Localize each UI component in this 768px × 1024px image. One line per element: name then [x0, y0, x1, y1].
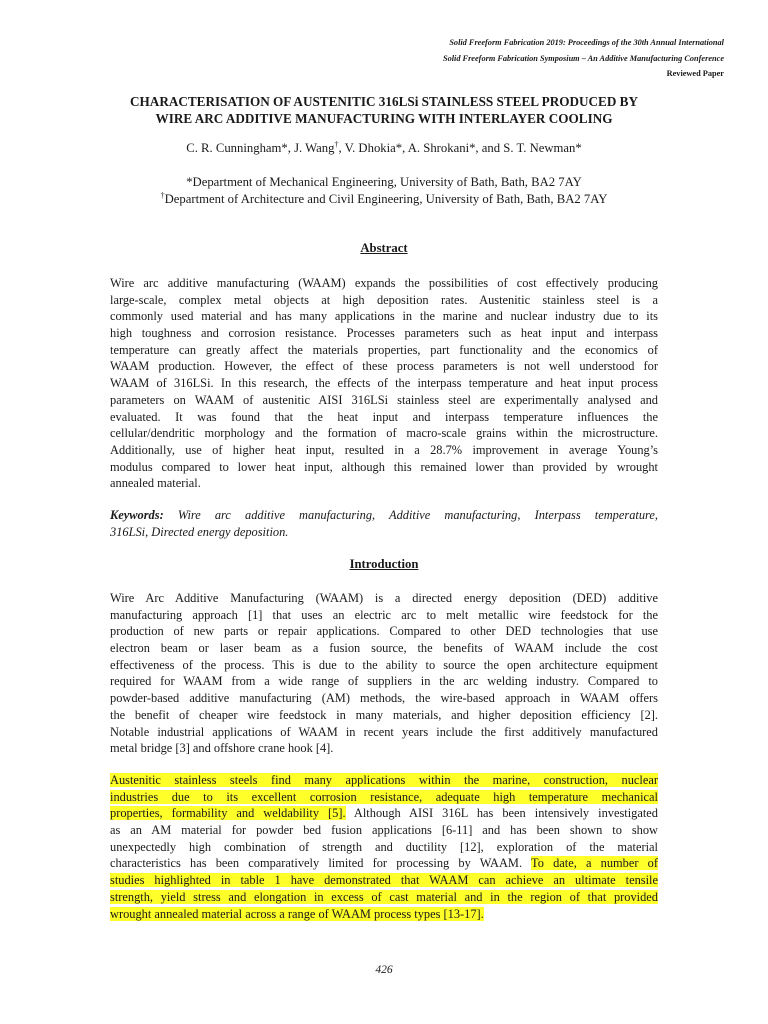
affiliation-1-mark: * [186, 175, 193, 189]
intro-line [110, 789, 658, 806]
author-1-mark: * [281, 141, 288, 155]
affiliation-2-text: Department of Architecture and Civil Engineering, University of Bath, Bath, BA2 7AY [164, 192, 608, 206]
intro-line: as an AM material for powder bed fusion applications [6-11] and has been shown to show [110, 823, 658, 838]
highlighted-text: industries due to its excellent corrosion resistance, adequate high temperature mechanical [110, 789, 658, 804]
keywords-line-2: 316LSi, Directed energy deposition. [110, 524, 289, 539]
highlighted-text: properties, formability and weldability [5]. [110, 806, 346, 821]
title-line-1: CHARACTERISATION OF AUSTENITIC 316LSi STAINLESS STEEL PRODUCED BY [130, 94, 638, 109]
page-number: 426 [375, 964, 393, 976]
intro-line: manufacturing approach [1] that uses an electric arc to melt metallic wire feedstock for the [110, 607, 658, 622]
abstract-body [110, 275, 658, 492]
abstract-line: WAAM production. However, the effect of these process parameters is not well understood for [110, 359, 658, 374]
author-2-mark: † [334, 140, 339, 149]
author-list [110, 141, 658, 156]
author-1: C. R. Cunningham [186, 141, 282, 155]
intro-line [110, 772, 658, 789]
abstract-line: evaluated. It was found that the heat input and interpass temperature influences the [110, 409, 658, 424]
abstract-line: Wire arc additive manufacturing (WAAM) expands the possibilities of cost effectively producing [110, 276, 658, 290]
abstract-line: annealed material. [110, 476, 201, 491]
plain-text: Although AISI 316L has been intensively investigated [345, 806, 658, 821]
introduction-paragraph-1 [110, 590, 658, 757]
intro-line [110, 906, 658, 923]
affiliation-1-text: Department of Mechanical Engineering, University of Bath, Bath, BA2 7AY [192, 175, 582, 189]
abstract-heading: Abstract [360, 241, 408, 255]
highlighted-text: strength, yield stress and elongation in excess of cast material and in the region of that provided [110, 889, 658, 904]
intro-line: production of new parts or repair applications. Compared to other DED technologies that use [110, 624, 658, 639]
author-3-5: , V. Dhokia*, A. Shrokani*, and S. T. Newman* [338, 141, 582, 155]
intro-line: electron beam or laser beam as a fusion source, the benefits of WAAM include the cost [110, 641, 658, 656]
title-line-2: WIRE ARC ADDITIVE MANUFACTURING WITH INTERLAYER COOLING [155, 111, 613, 126]
keywords [110, 507, 658, 540]
intro-line: unexpectedly high combination of strength and ductility [12], exploration of the material [110, 839, 658, 854]
highlighted-text: To date, a number of [531, 856, 658, 871]
author-2: , J. Wang [287, 141, 335, 155]
intro-line [110, 805, 658, 822]
affiliation-2-mark: † [160, 191, 165, 200]
running-head [304, 35, 724, 82]
highlighted-text: wrought annealed material across a range of WAAM process types [13-17]. [110, 906, 484, 921]
intro-line: effectiveness of the process. This is due to the ability to source the open architecture equipment [110, 657, 658, 672]
abstract-line: large-scale, complex metal objects at high deposition rates. Austenitic stainless steel is a [110, 292, 658, 307]
keywords-line-1 [110, 507, 658, 524]
intro-line: Wire Arc Additive Manufacturing (WAAM) is a directed energy deposition (DED) additive [110, 591, 658, 605]
running-head-line-2: Solid Freeform Fabrication Symposium – An Additive Manufacturing Conference [442, 53, 724, 63]
abstract-line: modulus compared to lower heat input, although this remained lower than provided by wrought [110, 459, 658, 474]
intro-line [110, 872, 658, 889]
intro-line: powder-based additive manufacturing (AM) methods, the wire-based approach in WAAM offers [110, 691, 658, 706]
running-head-line-3: Reviewed Paper [666, 69, 724, 78]
keywords-text-1: Wire arc additive manufacturing, Additive manufacturing, Interpass temperature, [163, 508, 658, 522]
paper-title [95, 93, 673, 127]
intro-line: the benefit of cheaper wire feedstock in many materials, and higher deposition efficiency [2]. [110, 707, 658, 722]
abstract-line: WAAM of 316LSi. In this research, the effects of the interpass temperature and heat input process [110, 376, 658, 391]
abstract-line: temperature can greatly affect the materials properties, part functionality and the economics of [110, 342, 658, 357]
abstract-line: cellular/dendritic morphology and the formation of macro-scale grains within the microstructure. [110, 426, 658, 441]
introduction-paragraph-2 [110, 772, 658, 922]
intro-line: Notable industrial applications of WAAM in recent years include the first additively manufactured [110, 724, 658, 739]
intro-line: metal bridge [3] and offshore crane hook [4]. [110, 741, 334, 756]
affiliation-1 [110, 175, 658, 190]
intro-line: required for WAAM from a wide range of suppliers in the arc welding industry. Compared to [110, 674, 658, 689]
intro-line [110, 889, 658, 906]
abstract-line: parameters on WAAM of austenitic AISI 316LSi stainless steel are experimentally analysed and [110, 392, 658, 407]
abstract-line: commonly used material and has many applications in the marine and nuclear industry due to its [110, 309, 658, 324]
highlighted-text: Austenitic stainless steels find many applications within the marine, construction, nuclear [110, 773, 658, 787]
keywords-label: Keywords: [110, 508, 164, 522]
running-head-line-1: Solid Freeform Fabrication 2019: Proceedings of the 30th Annual International [449, 38, 724, 47]
plain-text: characteristics has been comparatively limited for processing by WAAM. [110, 856, 531, 871]
highlighted-text: studies highlighted in table 1 have demonstrated that WAAM can achieve an ultimate tensile [110, 873, 658, 888]
affiliation-2 [110, 192, 658, 207]
intro-line [110, 855, 658, 872]
introduction-heading: Introduction [349, 557, 419, 571]
abstract-line: high toughness and corrosion resistance. Processes parameters such as heat input and interpass [110, 326, 658, 341]
abstract-line: Additionally, use of higher heat input, resulted in a 28.7% improvement in average Young’s [110, 442, 658, 457]
